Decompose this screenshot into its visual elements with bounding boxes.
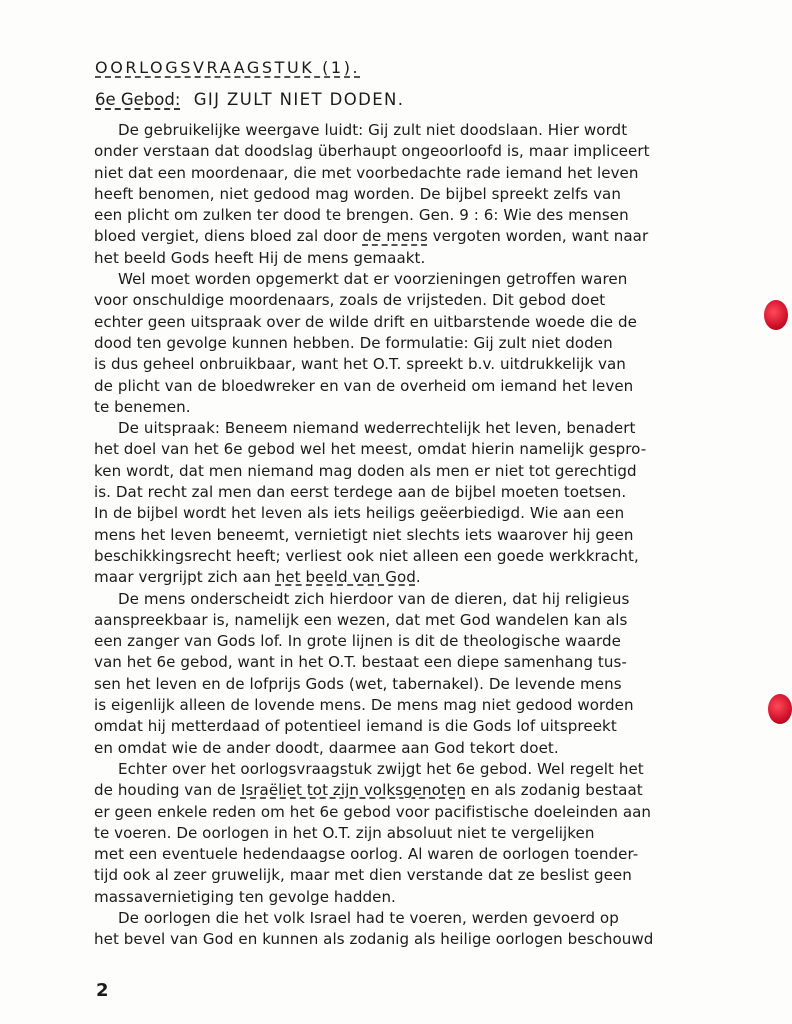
text-line: en omdat wie de ander doodt, daarmee aan God tekort doet. bbox=[94, 738, 559, 757]
text-line: massavernietiging ten gevolge hadden. bbox=[94, 887, 396, 906]
text-line: tijd ook al zeer gruwelijk, maar met dien verstande dat ze beslist geen bbox=[94, 866, 632, 885]
text-line: is dus geheel onbruikbaar, want het O.T. spreekt b.v. uitdrukkelijk van bbox=[94, 355, 626, 374]
binder-hole-mark bbox=[768, 694, 792, 724]
text-line: Wel moet worden opgemerkt dat er voorzieningen getroffen waren bbox=[118, 270, 628, 289]
text-line: is eigenlijk alleen de lovende mens. De mens mag niet gedood worden bbox=[94, 696, 634, 715]
text-line: het beeld Gods heeft Hij de mens gemaakt. bbox=[94, 248, 426, 267]
text-line: niet dat een moordenaar, die met voorbedachte rade iemand het leven bbox=[94, 163, 639, 182]
text-line: sen het leven en de lofprijs Gods (wet, tabernakel). De levende mens bbox=[94, 674, 622, 693]
text-line: echter geen uitspraak over de wilde drift en uitbarstende woede die de bbox=[94, 312, 637, 331]
text-line: De mens onderscheidt zich hierdoor van de dieren, dat hij religieus bbox=[118, 589, 630, 608]
text-line: beschikkingsrecht heeft; verliest ook niet alleen een goede werkkracht, bbox=[94, 546, 639, 565]
text-line: De uitspraak: Beneem niemand wederrechtelijk het leven, benadert bbox=[118, 419, 636, 438]
text-line: te voeren. De oorlogen in het O.T. zijn absoluut niet te vergelijken bbox=[94, 823, 595, 842]
text-line: de houding van de Israëliet tot zijn volksgenoten en als zodanig bestaat bbox=[94, 781, 643, 800]
text-line: De gebruikelijke weergave luidt: Gij zult niet doodslaan. Hier wordt bbox=[118, 121, 628, 139]
text-line: In de bijbel wordt het leven als iets heiligs geëerbiedigd. Wie aan een bbox=[94, 504, 625, 523]
text-line: de plicht van de bloedwreker en van de overheid om iemand het leven bbox=[94, 376, 634, 395]
text-line: er geen enkele reden om het 6e gebod voor pacifistische doeleinden aan bbox=[94, 802, 652, 821]
text-line: onder verstaan dat doodslag überhaupt ongeoorloofd is, maar impliceert bbox=[94, 142, 650, 161]
text-line: het bevel van God en kunnen als zodanig als heilige oorlogen beschouwd bbox=[94, 930, 654, 949]
text-line: aanspreekbaar is, namelijk een wezen, dat met God wandelen kan als bbox=[94, 610, 628, 629]
text-line: ken wordt, dat men niemand mag doden als men er niet tot gerechtigd bbox=[94, 461, 637, 480]
document-heading: OORLOGSVRAAGSTUK (1). bbox=[95, 58, 361, 77]
text-line: maar vergrijpt zich aan het beeld van God. bbox=[94, 568, 421, 587]
commandment-label: 6e Gebod: bbox=[95, 90, 181, 109]
page-number: 2 bbox=[96, 980, 109, 1001]
text-line: een plicht om zulken ter dood te brengen. Gen. 9 : 6: Wie des mensen bbox=[94, 206, 629, 225]
text-line: met een eventuele hedendaagse oorlog. Al waren de oorlogen toender- bbox=[94, 845, 639, 864]
text-line: het doel van het 6e gebod wel het meest, omdat hierin namelijk gespro- bbox=[94, 440, 647, 459]
text-line: voor onschuldige moordenaars, zoals de vrijsteden. Dit gebod doet bbox=[94, 291, 606, 310]
text-line: is. Dat recht zal men dan eerst terdege aan de bijbel moeten toetsen. bbox=[94, 483, 627, 502]
text-line: De oorlogen die het volk Israel had te voeren, werden gevoerd op bbox=[118, 908, 619, 927]
text-line: omdat hij metterdaad of potentieel iemand is die Gods lof uitspreekt bbox=[94, 717, 617, 736]
text-line: dood ten gevolge kunnen hebben. De formulatie: Gij zult niet doden bbox=[94, 333, 613, 352]
commandment-text: GIJ ZULT NIET DODEN. bbox=[193, 90, 405, 109]
binder-hole-mark bbox=[764, 300, 788, 330]
text-line: een zanger van Gods lof. In grote lijnen is dit de theologische waarde bbox=[94, 632, 621, 651]
body-text bbox=[94, 120, 766, 951]
text-line: bloed vergiet, diens bloed zal door de mens vergoten worden, want naar bbox=[94, 227, 649, 246]
text-line: te benemen. bbox=[94, 397, 191, 416]
text-line: mens het leven beneemt, vernietigt niet slechts iets waarover hij geen bbox=[94, 525, 634, 544]
text-line: Echter over het oorlogsvraagstuk zwijgt het 6e gebod. Wel regelt het bbox=[118, 759, 644, 778]
text-line: heeft benomen, niet gedood mag worden. De bijbel spreekt zelfs van bbox=[94, 184, 621, 203]
commandment-line bbox=[95, 90, 404, 109]
text-line: van het 6e gebod, want in het O.T. bestaat een diepe samenhang tus- bbox=[94, 653, 627, 672]
